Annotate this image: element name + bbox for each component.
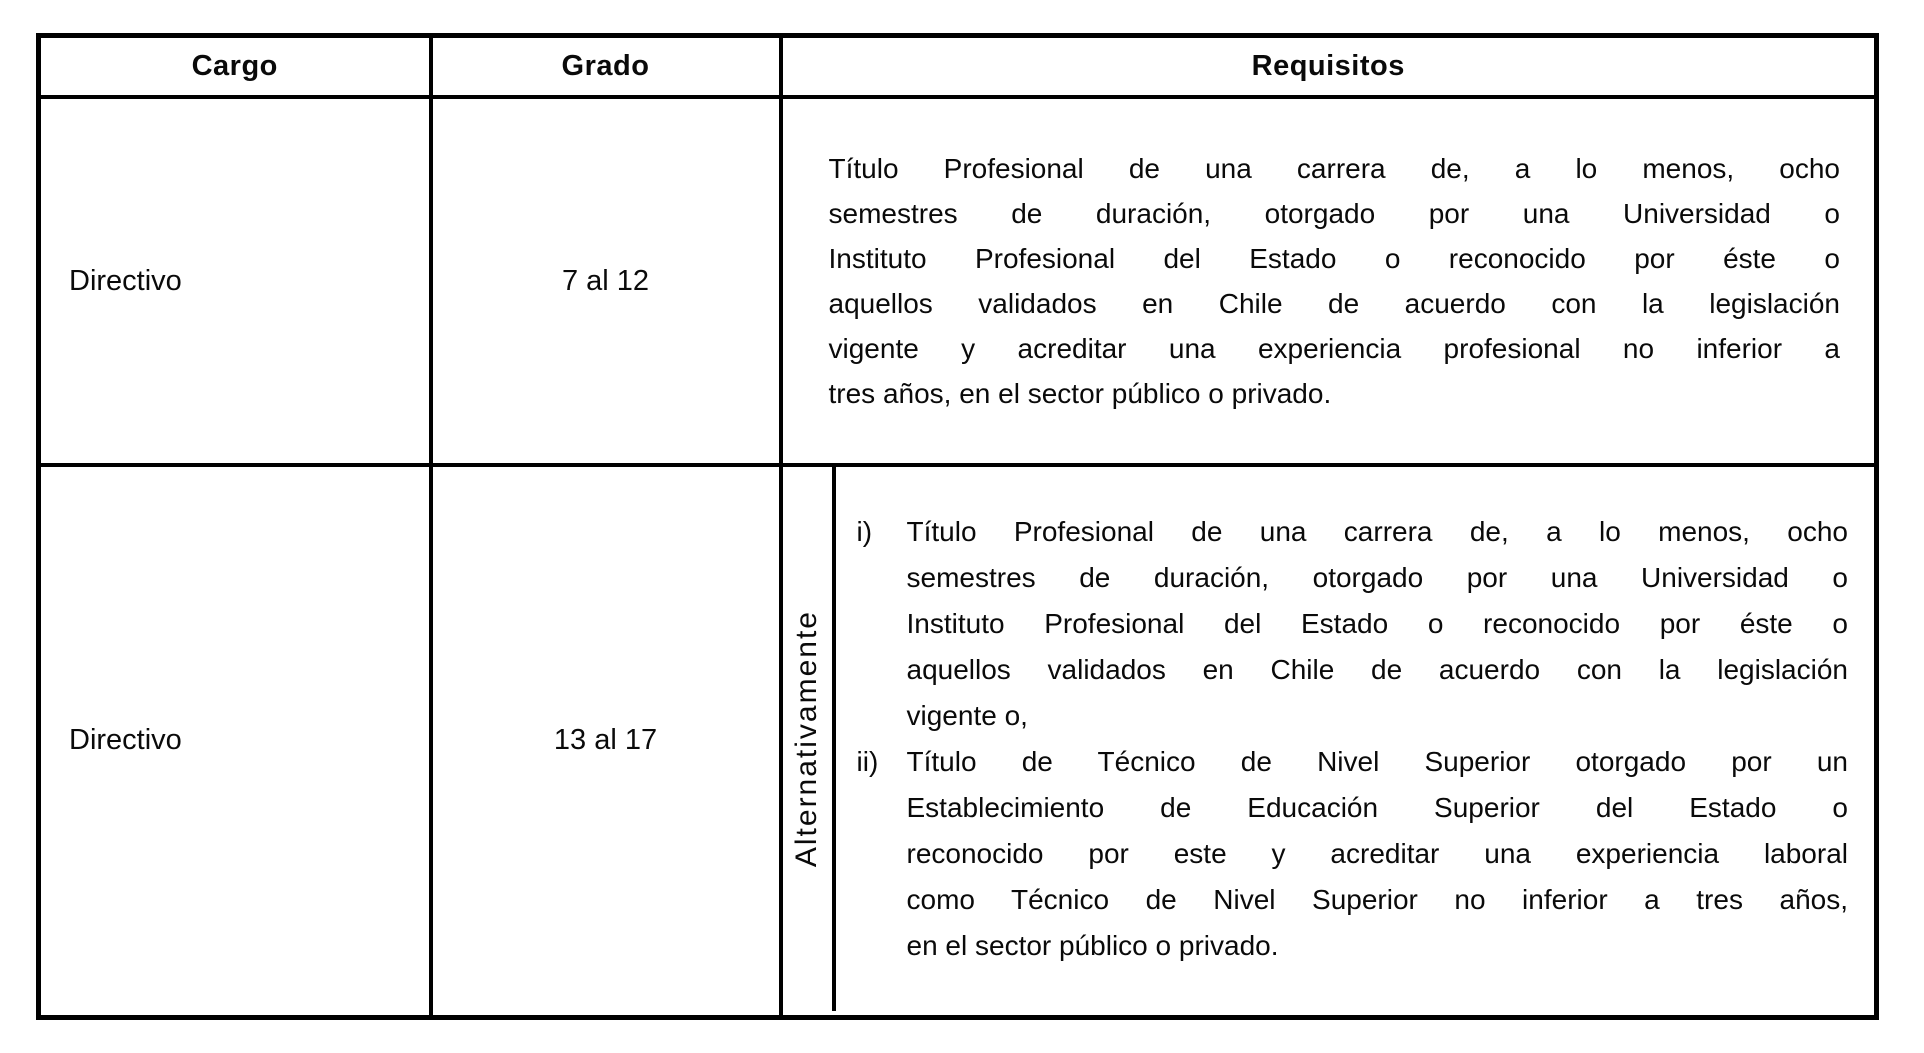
list-item-ii	[857, 739, 1849, 969]
text-line: Título Profesional de una carrera de, a lo menos, ocho	[906, 516, 1848, 547]
grado-value: 13 al 17	[431, 465, 781, 1017]
text-line: aquellos validados en Chile de acuerdo con la legislación	[906, 654, 1848, 685]
text-line: Instituto Profesional del Estado o reconocido por éste o	[906, 608, 1848, 639]
text-line: Instituto Profesional del Estado o reconocido por éste o	[828, 243, 1840, 274]
col-header-grado: Grado	[431, 36, 781, 98]
requisitos-cell-split	[781, 465, 1877, 1017]
list-item-i-text	[907, 509, 1849, 739]
list-item-ii-text	[907, 739, 1849, 969]
requisitos-split-wrap	[783, 467, 1875, 1011]
text-line: vigente y acreditar una experiencia profesional no inferior a	[828, 333, 1840, 364]
cargo-value: Directivo	[39, 97, 431, 465]
alternativamente-label: Alternativamente	[790, 610, 823, 868]
list-marker-i: i)	[856, 516, 873, 547]
text-line: semestres de duración, otorgado por una Universidad o	[828, 198, 1840, 229]
text-line: aquellos validados en Chile de acuerdo con la legislación	[828, 288, 1840, 319]
list-item-i	[857, 509, 1849, 739]
table-row-directivo-7-12	[39, 97, 1877, 465]
table-row-directivo-13-17	[39, 465, 1877, 1017]
alternatives-list	[836, 467, 1875, 1011]
text-line: vigente o,	[906, 700, 1028, 731]
text-line: reconocido por este y acreditar una experiencia laboral	[906, 838, 1848, 869]
requirements-table	[36, 33, 1879, 1020]
text-line: tres años, en el sector público o privado.	[828, 378, 1332, 409]
col-header-requisitos: Requisitos	[781, 36, 1877, 98]
text-line: Establecimiento de Educación Superior del Estado o	[906, 792, 1848, 823]
text-line: Título de Técnico de Nivel Superior otorgado por un	[906, 746, 1848, 777]
header-row	[39, 36, 1877, 98]
list-marker-ii: ii)	[856, 746, 879, 777]
text-line: semestres de duración, otorgado por una Universidad o	[906, 562, 1848, 593]
alternativamente-label-box	[783, 467, 836, 1011]
text-line: Título Profesional de una carrera de, a lo menos, ocho	[828, 153, 1840, 184]
text-line: como Técnico de Nivel Superior no inferior a tres años,	[906, 884, 1848, 915]
requisitos-cell	[781, 97, 1877, 465]
requisitos-paragraph	[829, 146, 1841, 416]
text-line: en el sector público o privado.	[906, 930, 1279, 961]
grado-value: 7 al 12	[431, 97, 781, 465]
col-header-cargo: Cargo	[39, 36, 431, 98]
cargo-value: Directivo	[39, 465, 431, 1017]
